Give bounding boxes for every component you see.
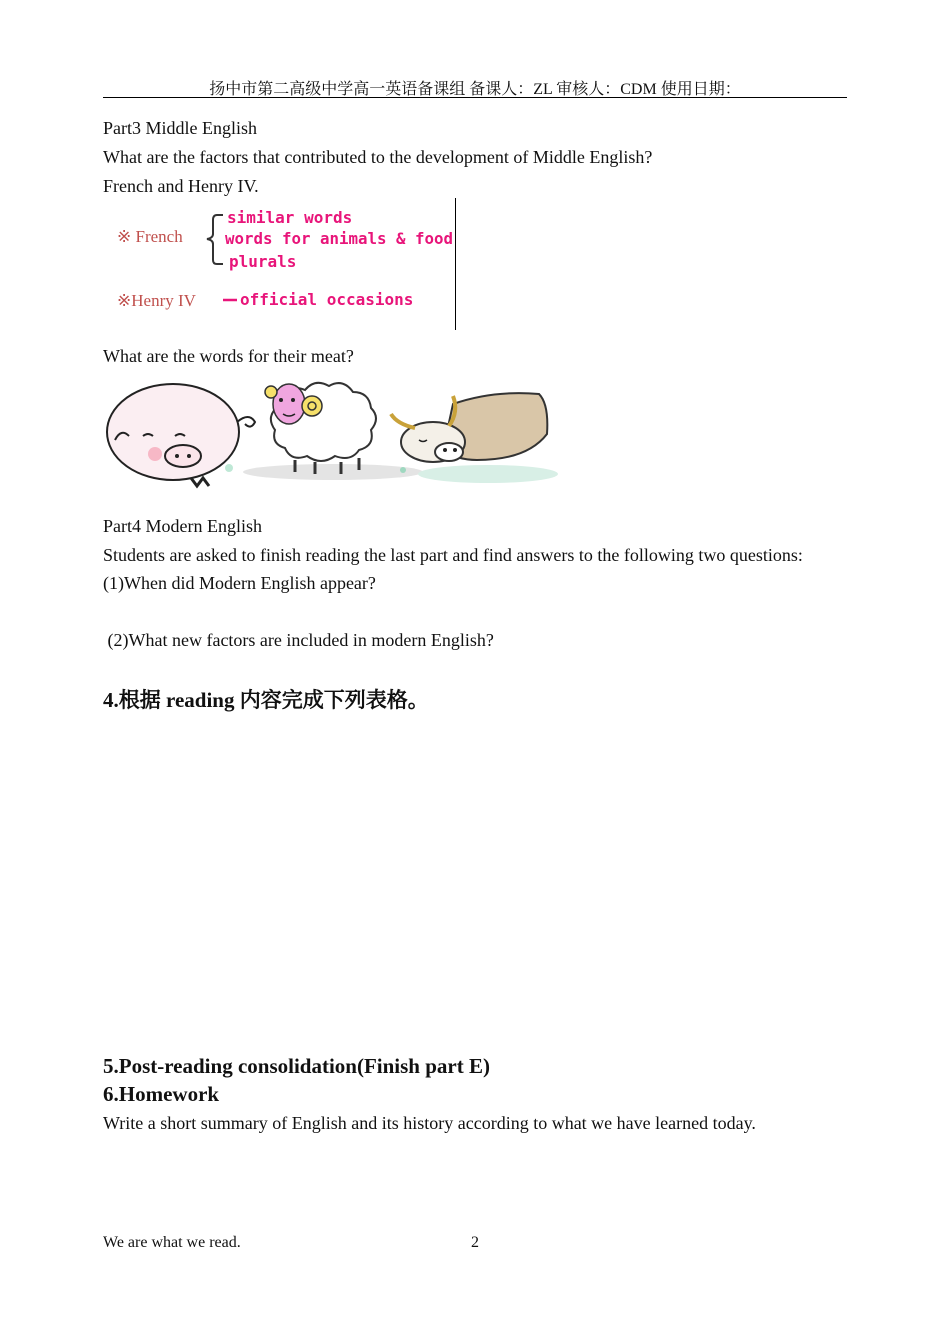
french-item-plurals: plurals <box>229 252 297 271</box>
part4-question-2: (2)What new factors are included in modern English? <box>103 630 494 650</box>
meat-question: What are the words for their meat? <box>103 346 354 366</box>
page-header: 扬中市第二高级中学高一英语备课组 备课人：ZL 审核人：CDM 使用日期： <box>209 81 741 98</box>
diagram-rule <box>455 198 456 330</box>
animals-illustration <box>103 370 565 492</box>
section-4-heading: 4.根据 reading 内容完成下列表格。 <box>103 688 429 712</box>
part3-answer: French and Henry IV. <box>103 176 259 196</box>
french-item-similar-words: similar words <box>227 208 353 227</box>
section-6-heading: 6.Homework <box>103 1082 220 1106</box>
sheep-icon <box>265 383 376 474</box>
part3-question: What are the factors that contributed to the development of Middle English? <box>103 147 653 167</box>
cow-icon <box>391 393 547 473</box>
french-item-animals-food: words for animals & food <box>225 229 453 248</box>
part4-intro: Students are asked to finish reading the last part and find answers to the following two questions: <box>103 545 803 565</box>
homework-text: Write a short summary of English and its history according to what we have learned today. <box>103 1113 756 1133</box>
section-5-heading: 5.Post-reading consolidation(Finish part E) <box>103 1054 490 1078</box>
factors-diagram <box>103 198 457 330</box>
french-label: ※ French <box>117 227 183 246</box>
henry-label: ※Henry IV <box>117 291 196 310</box>
part4-question-1: (1)When did Modern English appear? <box>103 573 376 593</box>
henry-item-official: official occasions <box>240 290 414 309</box>
header-rule <box>103 97 847 98</box>
footer-motto: We are what we read. <box>103 1234 241 1251</box>
french-brace <box>207 215 223 264</box>
pig-icon <box>107 384 255 486</box>
page-number: 2 <box>471 1234 479 1251</box>
part3-title: Part3 Middle English <box>103 118 257 138</box>
part4-title: Part4 Modern English <box>103 516 262 536</box>
